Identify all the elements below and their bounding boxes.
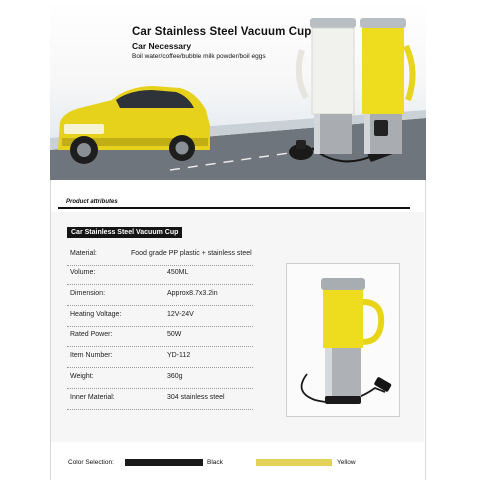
attribute-row xyxy=(67,368,253,389)
color-swatch-yellow[interactable] xyxy=(256,459,332,466)
attribute-row xyxy=(67,285,253,306)
attribute-value: 450ML xyxy=(167,269,189,276)
attribute-row xyxy=(67,347,253,368)
attribute-key: Dimension: xyxy=(70,290,106,297)
attribute-row xyxy=(67,389,253,410)
attribute-value: YD-112 xyxy=(167,352,191,359)
attribute-key: Inner Material: xyxy=(70,394,115,401)
attribute-key: Item Number: xyxy=(70,352,113,359)
attribute-value: Approx8.7x3.2in xyxy=(167,290,218,297)
attribute-value: 304 stainless steel xyxy=(167,394,225,401)
attribute-key: Rated Power: xyxy=(70,331,113,338)
attribute-row xyxy=(67,326,253,347)
attribute-row xyxy=(67,306,253,327)
attribute-key: Weight: xyxy=(70,373,94,380)
color-name-yellow: Yellow xyxy=(337,459,356,466)
color-name-black: Black xyxy=(207,459,223,466)
attribute-row xyxy=(67,245,253,266)
attribute-key: Volume: xyxy=(70,269,96,276)
color-swatch-black[interactable] xyxy=(125,459,203,466)
attribute-value: 50W xyxy=(167,331,182,338)
attribute-row xyxy=(67,264,253,285)
product-name-tag: Car Stainless Steel Vacuum Cup xyxy=(67,227,182,238)
product-attributes-label: Product attributes xyxy=(66,199,118,205)
attribute-value: Food grade PP plastic + stainless steel xyxy=(131,250,252,257)
color-selection-label: Color Selection: xyxy=(68,459,114,466)
attribute-key: Material: xyxy=(70,250,97,257)
product-banner xyxy=(50,0,426,180)
banner-title: Car Stainless Steel Vacuum Cup xyxy=(132,26,312,38)
attribute-key: Heating Voltage: xyxy=(70,311,122,318)
attributes-divider xyxy=(58,207,410,209)
product-photo xyxy=(287,264,399,416)
banner-description: Boil water/coffee/bubble milk powder/boil eggs xyxy=(132,53,266,60)
banner-subtitle: Car Necessary xyxy=(132,41,192,51)
attribute-value: 360g xyxy=(167,373,183,380)
product-photo-frame xyxy=(286,263,400,417)
attribute-value: 12V-24V xyxy=(167,311,194,318)
